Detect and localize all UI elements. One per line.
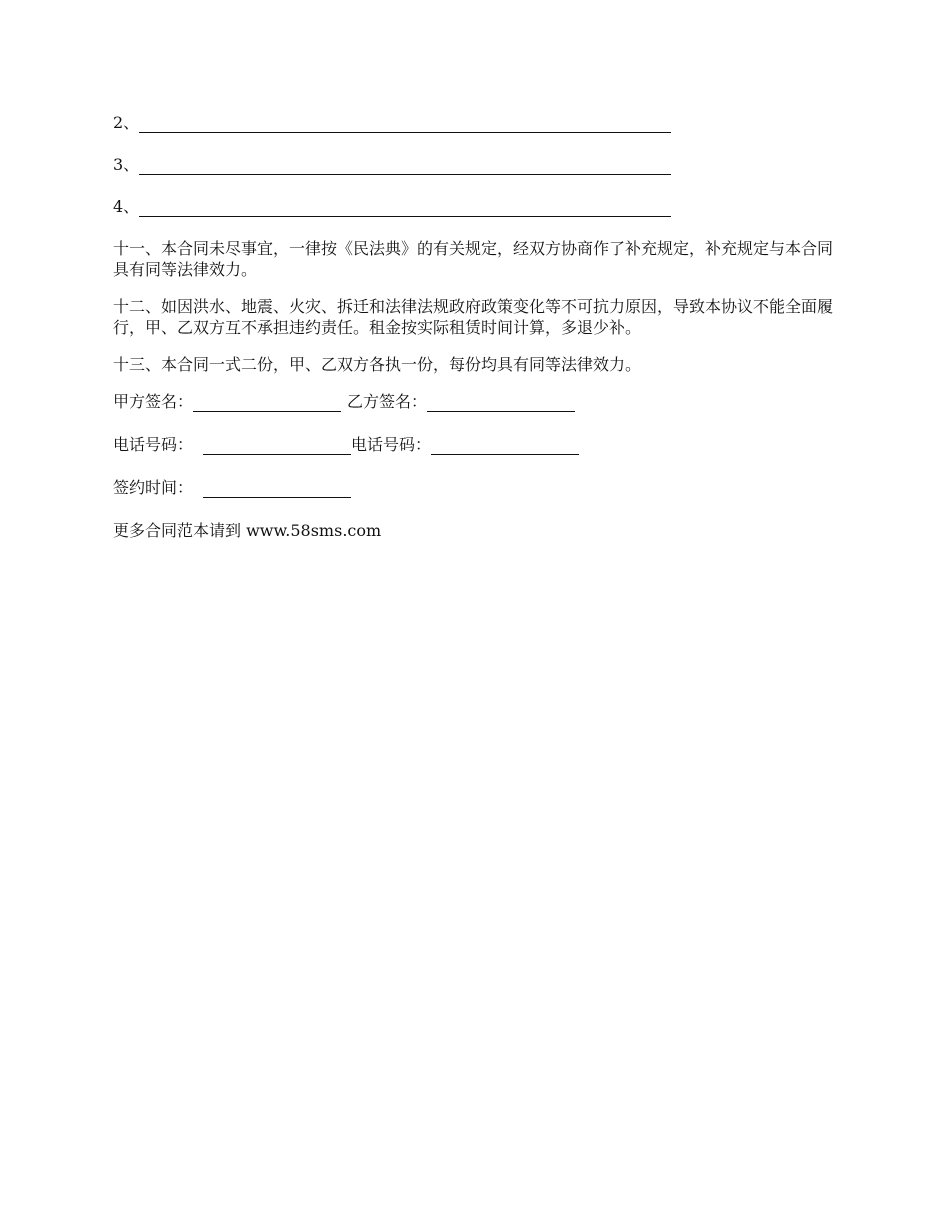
clause-13: 十三、本合同一式二份，甲、乙双方各执一份，每份均具有同等法律效力。: [113, 355, 642, 374]
party-b-phone-label: 电话号码：: [351, 435, 432, 454]
party-a-sign-label: 甲方签名：: [113, 392, 194, 411]
blank-underline: [139, 159, 671, 175]
blank-item-number: 4、: [113, 197, 140, 216]
sign-date-label: 签约时间：: [113, 478, 194, 497]
blank-underline: [139, 117, 671, 133]
party-b-sign-blank: [427, 396, 575, 412]
party-a-phone-label: 电话号码：: [113, 435, 194, 454]
signature-row: [113, 391, 840, 412]
blank-item-4: [113, 196, 840, 217]
blank-item-number: 3、: [113, 155, 140, 174]
clause-11: 十一、本合同未尽事宜，一律按《民法典》的有关规定，经双方协商作了补充规定，补充规定与本合同具有同等法律效力。: [113, 239, 834, 279]
date-row: [113, 477, 840, 498]
document-body: [113, 112, 840, 541]
party-b-phone-blank: [431, 439, 579, 455]
party-b-sign-label: 乙方签名：: [347, 392, 428, 411]
blank-item-3: [113, 154, 840, 175]
phone-row: [113, 434, 840, 455]
clause-12: 十二、如因洪水、地震、火灾、拆迁和法律法规政府政策变化等不可抗力原因，导致本协议不能全面履行，甲、乙双方互不承担违约责任。租金按实际租赁时间计算，多退少补。: [113, 297, 834, 337]
sign-date-blank: [203, 482, 351, 498]
blank-underline: [139, 201, 671, 217]
party-a-phone-blank: [203, 439, 351, 455]
footer-note: 更多合同范本请到 www.58sms.com: [113, 521, 382, 540]
blank-item-2: [113, 112, 840, 133]
party-a-sign-blank: [193, 396, 341, 412]
blank-item-number: 2、: [113, 113, 140, 132]
